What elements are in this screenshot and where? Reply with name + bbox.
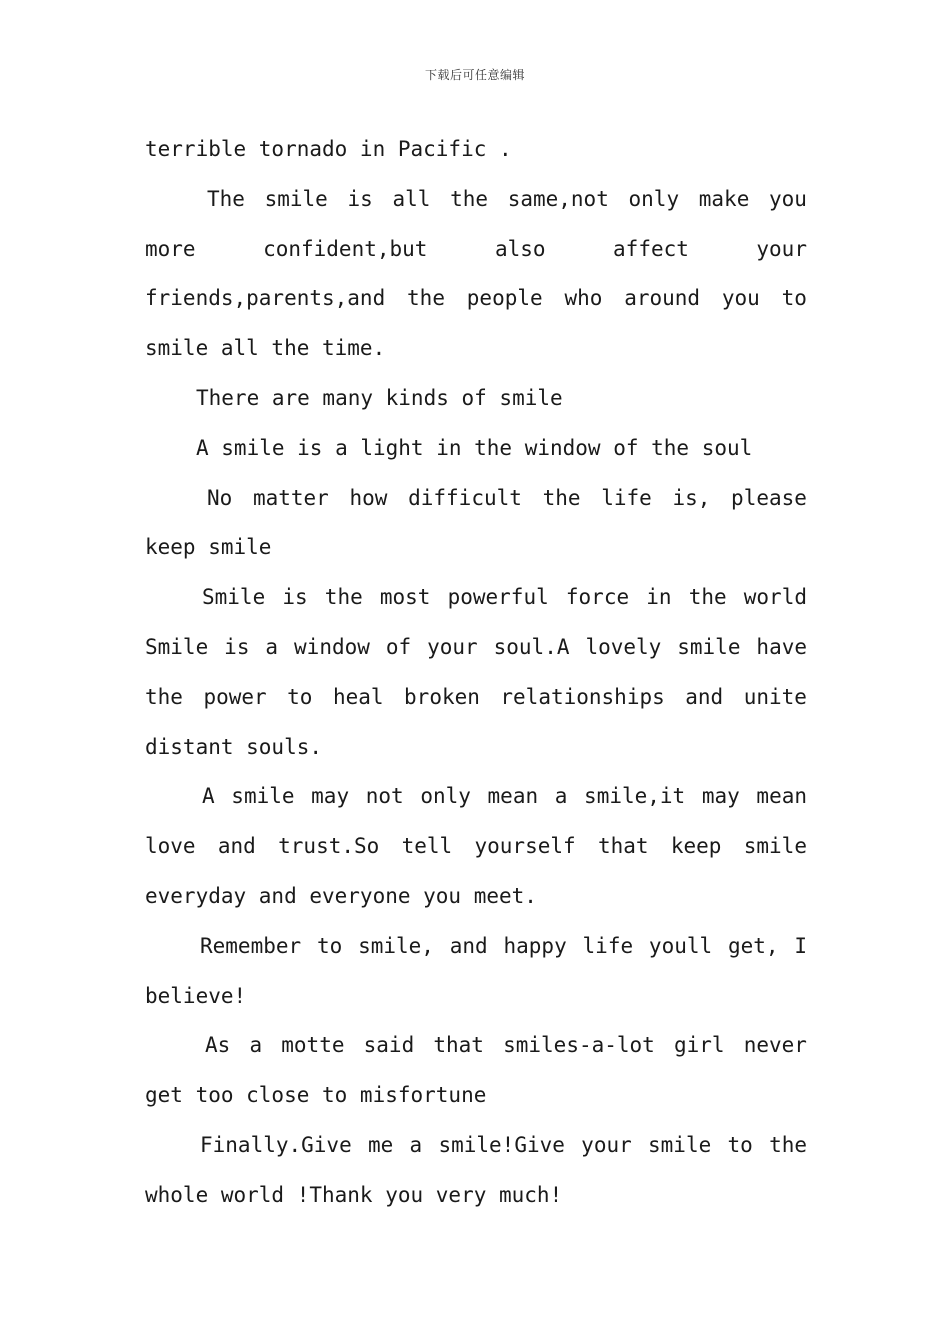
word: the <box>324 585 363 610</box>
word: smile <box>264 186 328 211</box>
word: affect <box>613 236 689 261</box>
word: how <box>349 485 388 510</box>
text-line-justified <box>145 922 807 972</box>
word: girl <box>673 1033 725 1058</box>
word: A <box>202 784 215 809</box>
document-body <box>145 125 807 1221</box>
word: your <box>756 236 807 261</box>
word: yourself <box>474 834 576 859</box>
word: get, <box>727 933 779 958</box>
word: Smile <box>145 634 209 659</box>
word: in <box>646 585 672 610</box>
text-line-justified <box>145 474 807 524</box>
word: may <box>311 784 350 809</box>
word: make <box>698 186 750 211</box>
word: world <box>743 585 807 610</box>
word: a <box>249 1033 263 1058</box>
word: is, <box>672 485 711 510</box>
word: window <box>294 634 370 659</box>
word: that <box>433 1033 484 1058</box>
word: a <box>554 784 568 809</box>
word: said <box>363 1033 415 1058</box>
word: broken <box>404 684 480 709</box>
text-line: everyday and everyone you meet. <box>145 883 537 908</box>
word: around <box>624 286 701 311</box>
word: the <box>542 485 581 510</box>
word: smile!Give <box>438 1132 565 1157</box>
word: youll <box>648 933 713 958</box>
word: is <box>282 585 308 610</box>
text-line-justified <box>145 573 807 623</box>
text-line-justified <box>145 1121 807 1171</box>
text-line: believe! <box>145 983 247 1008</box>
word: and <box>449 933 488 958</box>
word: all <box>392 186 431 211</box>
word: tell <box>401 834 453 859</box>
word: smile, <box>358 933 434 958</box>
word: who <box>564 286 603 311</box>
text-line-justified <box>145 225 807 275</box>
word: to <box>287 684 313 709</box>
word: the <box>688 585 727 610</box>
word: more <box>145 236 196 261</box>
word: is <box>347 186 373 211</box>
word: to <box>316 933 343 958</box>
word: smile,it <box>584 784 686 809</box>
word: force <box>565 585 630 610</box>
word: Finally.Give <box>200 1132 352 1157</box>
word: Smile <box>202 585 266 610</box>
word: may <box>701 784 740 809</box>
word: lovely <box>585 634 662 659</box>
word: and <box>685 684 724 709</box>
text-line-justified <box>145 623 807 673</box>
word: of <box>385 634 412 659</box>
word: the <box>407 286 445 311</box>
text-line: distant souls. <box>145 734 323 759</box>
text-line: There are many kinds of smile <box>196 385 563 410</box>
word: confident,but <box>263 236 428 261</box>
word: life <box>601 485 652 510</box>
word: the <box>769 1132 807 1157</box>
word: friends,parents,and <box>145 286 386 311</box>
word: soul.A <box>493 634 570 659</box>
word: love <box>145 834 196 859</box>
text-line-justified <box>145 1021 807 1071</box>
word: only <box>628 186 680 211</box>
word: you <box>721 286 760 311</box>
word: is <box>224 634 250 659</box>
word: smile <box>677 634 741 659</box>
text-line: terrible tornado in Pacific . <box>145 137 512 161</box>
word: As <box>205 1033 231 1058</box>
word: mean <box>756 784 807 809</box>
word: smile <box>648 1132 712 1157</box>
text-line: get too close to misfortune <box>145 1083 487 1108</box>
word: powerful <box>447 585 549 610</box>
word: smile <box>743 834 807 859</box>
text-line-justified <box>145 673 807 723</box>
word: The <box>207 186 245 211</box>
word: I <box>794 933 807 958</box>
word: the <box>450 186 489 211</box>
text-line-justified <box>145 772 807 822</box>
text-line: smile all the time. <box>145 336 386 361</box>
text-line-justified <box>145 822 807 872</box>
word: No <box>207 485 233 510</box>
word: only <box>420 784 471 809</box>
word: not <box>365 784 404 809</box>
word: same,not <box>507 186 609 211</box>
word: also <box>494 236 546 261</box>
word: have <box>756 634 807 659</box>
word: never <box>743 1033 807 1058</box>
word: please <box>731 485 807 510</box>
word: matter <box>252 485 329 510</box>
word: to <box>781 286 807 311</box>
word: mean <box>487 784 539 809</box>
word: to <box>727 1132 753 1157</box>
word: difficult <box>408 485 522 510</box>
text-line-justified <box>145 175 807 225</box>
word: life <box>582 933 634 958</box>
word: heal <box>332 684 384 709</box>
word: power <box>203 684 267 709</box>
word: keep <box>670 834 722 859</box>
word: and <box>217 834 256 859</box>
word: a <box>409 1132 423 1157</box>
word: the <box>145 684 183 709</box>
word: trust.So <box>278 834 380 859</box>
page-header: 下载后可任意编辑 <box>424 68 525 82</box>
word: your <box>427 634 478 659</box>
word: Remember <box>200 933 302 958</box>
word: your <box>581 1132 632 1157</box>
word: me <box>367 1132 394 1157</box>
text-line-justified <box>145 274 807 324</box>
word: relationships <box>500 684 665 709</box>
word: most <box>379 585 431 610</box>
text-line: whole world !Thank you very much! <box>145 1182 563 1207</box>
word: a <box>265 634 279 659</box>
word: smiles-a-lot <box>503 1033 655 1058</box>
word: unite <box>743 684 807 709</box>
word: motte <box>281 1033 345 1058</box>
word: people <box>466 286 543 311</box>
word: happy <box>503 933 567 958</box>
word: that <box>597 834 649 859</box>
text-line: keep smile <box>145 535 272 560</box>
word: you <box>769 186 807 211</box>
text-line: A smile is a light in the window of the soul <box>196 435 753 460</box>
word: smile <box>231 784 295 809</box>
